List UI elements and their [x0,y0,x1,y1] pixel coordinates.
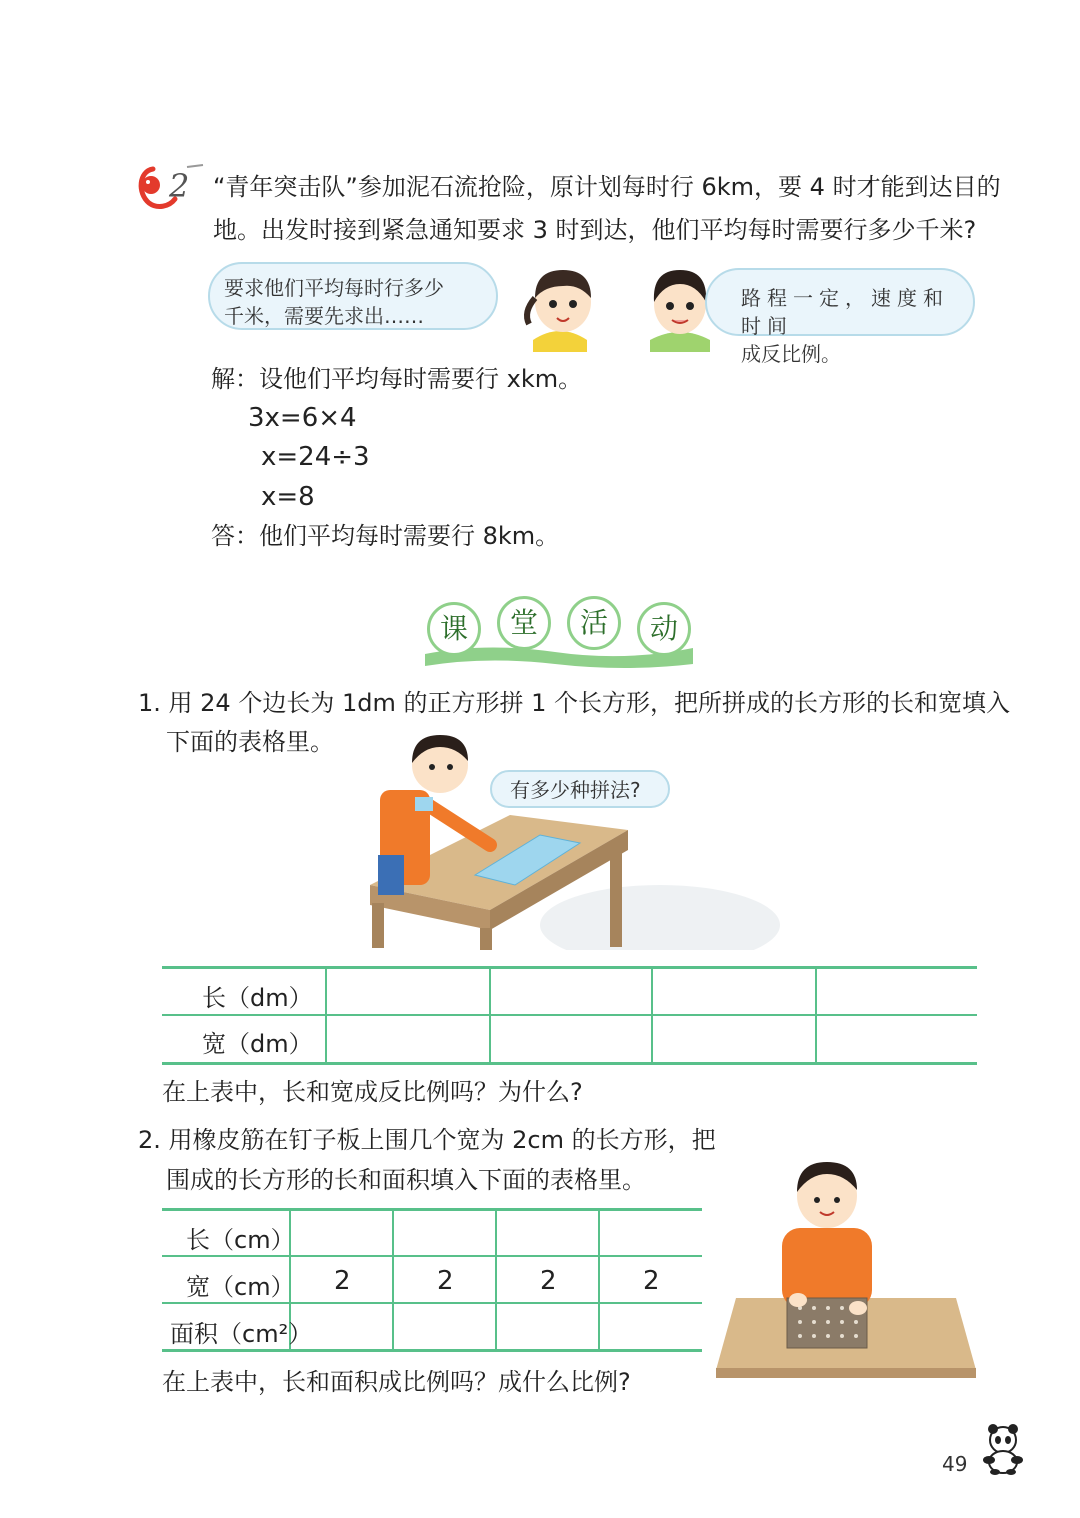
task2-width-value: 2 [643,1266,660,1296]
task2-line-2: 围成的长方形的长和面积填入下面的表格里。 [166,1166,646,1194]
boy-at-desk-illustration [360,735,780,950]
solution-step-1: 3x=6×4 [248,403,357,433]
task1-line-1: 1. 用 24 个边长为 1dm 的正方形拼 1 个长方形，把所拼成的长方形的长和宽填入 [138,689,1010,717]
solution-step-3: x=8 [261,482,315,512]
task1-row-label-width: 宽（dm） [202,1030,313,1058]
banner-char-3: 活 [567,596,621,650]
solution-step-2: x=24÷3 [261,442,370,472]
task2-row-label-length: 长（cm） [186,1226,295,1254]
problem-line-1: “青年突击队”参加泥石流抢险，原计划每时行 6km，要 4 时才能到达目的 [213,173,1001,201]
task1-table [162,966,977,1066]
task2-width-value: 2 [540,1266,557,1296]
task2-table [162,1208,702,1354]
boy-pegboard-illustration [712,1158,978,1380]
example-number: 2 [169,167,190,205]
panda-icon [975,1420,1031,1476]
boy-speech-bubble [705,268,975,366]
task1-question: 在上表中，长和宽成反比例吗？为什么? [162,1078,583,1106]
girl-illustration [515,262,605,352]
task2-row-label-area: 面积（cm²） [170,1320,313,1348]
task2-row-label-width: 宽（cm） [186,1273,295,1301]
girl-speech-bubble [208,262,498,330]
task1-bubble-text: 有多少种拼法? [510,778,641,802]
page-number: 49 [942,1452,968,1476]
task1-line-2: 下面的表格里。 [166,728,334,756]
girl-bubble-line-1: 要求他们平均每时行多少 [224,276,444,300]
banner-char-2: 堂 [497,596,551,650]
girl-bubble-line-2: 千米，需要先求出…… [224,304,424,328]
banner-char-4: 动 [637,602,691,656]
solution-answer: 答：他们平均每时需要行 8km。 [211,522,560,550]
boy-bubble-line-1: 路程一定，速度和时间 [741,286,949,338]
task2-width-value: 2 [334,1266,351,1296]
problem-line-2: 地。出发时接到紧急通知要求 3 时到达，他们平均每时需要行多少千米? [213,216,977,244]
task2-question: 在上表中，长和面积成比例吗？成什么比例? [162,1368,631,1396]
boy-bubble-line-2: 成反比例。 [741,342,841,366]
banner-char-1: 课 [427,602,481,656]
task2-width-value: 2 [437,1266,454,1296]
example-marker [135,163,207,213]
classroom-activity-banner [415,592,700,672]
task2-line-1: 2. 用橡皮筋在钉子板上围几个宽为 2cm 的长方形，把 [138,1126,716,1154]
solution-intro: 解：设他们平均每时需要行 xkm。 [211,365,583,393]
task1-row-label-length: 长（dm） [202,984,313,1012]
